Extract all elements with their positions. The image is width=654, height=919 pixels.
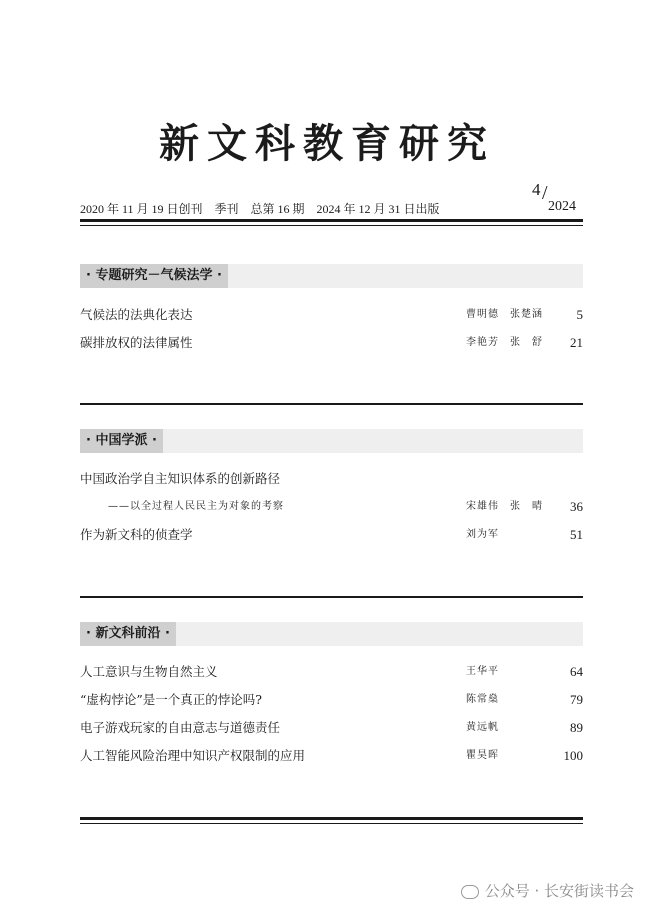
toc-entry-subtitle[interactable] xyxy=(80,497,583,517)
toc-entry[interactable] xyxy=(80,662,583,682)
article-title: 碳排放权的法律属性 xyxy=(80,335,193,350)
section-tag: · 新文科前沿 · xyxy=(80,622,176,646)
article-title: 电子游戏玩家的自由意志与道德责任 xyxy=(80,720,281,735)
article-authors: 曹明德 张楚涵 xyxy=(466,309,543,320)
article-title: 中国政治学自主知识体系的创新路径 xyxy=(80,471,281,486)
header-rule-thin xyxy=(80,225,583,226)
article-title: 气候法的法典化表达 xyxy=(80,307,193,322)
footer-rule-thin xyxy=(80,823,583,824)
article-title: 人工智能风险治理中知识产权限制的应用 xyxy=(80,748,306,763)
article-page: 21 xyxy=(570,335,583,350)
issue-number: 4 xyxy=(532,180,541,199)
section-heading-frontier xyxy=(80,622,583,646)
watermark-text: 公众号 · 长安街读书会 xyxy=(484,882,634,900)
article-page: 51 xyxy=(570,527,583,542)
section-tag: · 专题研究－气候法学 · xyxy=(80,264,228,288)
toc-entry[interactable] xyxy=(80,305,583,325)
toc-entry[interactable] xyxy=(80,525,583,545)
footer-rule-thick xyxy=(80,817,583,820)
wechat-icon xyxy=(461,885,479,899)
article-title: 作为新文科的侦查学 xyxy=(80,527,193,542)
article-authors: 瞿昊晖 xyxy=(466,750,499,761)
article-page: 64 xyxy=(570,664,583,679)
article-authors: 王华平 xyxy=(466,666,499,677)
article-subtitle: ——以全过程人民民主为对象的考察 xyxy=(108,501,284,512)
toc-entry[interactable] xyxy=(80,333,583,353)
toc-entry[interactable] xyxy=(80,718,583,738)
article-title: 人工意识与生物自然主义 xyxy=(80,664,218,679)
article-page: 79 xyxy=(570,692,583,707)
article-page: 5 xyxy=(576,307,583,322)
journal-title: 新文科教育研究 xyxy=(159,120,495,167)
toc-entry[interactable] xyxy=(80,690,583,710)
article-page: 36 xyxy=(570,499,583,514)
article-authors: 李艳芳 张 舒 xyxy=(466,337,543,348)
section-tag: · 中国学派 · xyxy=(80,429,163,453)
section-divider xyxy=(80,596,583,598)
article-page: 89 xyxy=(570,720,583,735)
section-heading-climate-law xyxy=(80,264,583,288)
article-authors: 宋雄伟 张 晴 xyxy=(466,501,543,512)
section-divider xyxy=(80,403,583,405)
article-authors: 刘为军 xyxy=(466,529,499,540)
article-authors: 陈常燊 xyxy=(466,694,499,705)
watermark xyxy=(461,880,634,901)
publication-info: 2020 年 11 月 19 日创刊 季刊 总第 16 期 2024 年 12 月 31 日出版 xyxy=(80,202,440,216)
section-heading-chinese-school xyxy=(80,429,583,453)
header-rule-thick xyxy=(80,219,583,222)
issue-year: 2024 xyxy=(548,199,576,214)
article-authors: 黄远帆 xyxy=(466,722,499,733)
toc-entry[interactable] xyxy=(80,469,583,489)
article-page: 100 xyxy=(563,748,583,763)
toc-entry[interactable] xyxy=(80,746,583,766)
issue-slash: / xyxy=(542,182,548,204)
article-title: “虚构悖论”是一个真正的悖论吗? xyxy=(80,692,262,707)
